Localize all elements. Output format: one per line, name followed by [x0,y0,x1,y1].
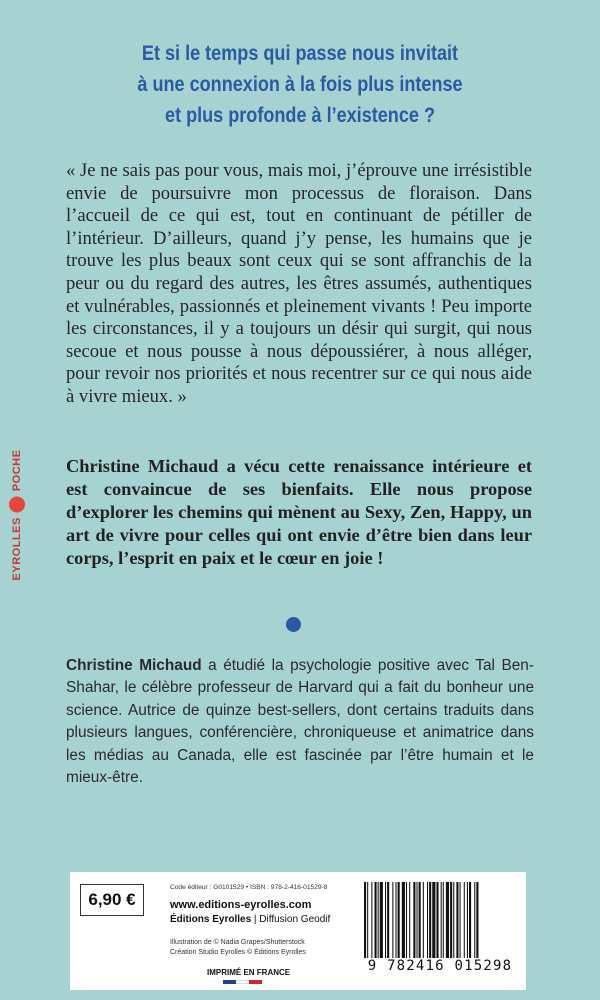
author-bio-text: a étudié la psychologie positive avec Tal Ben-Shahar, le célèbre professeur de Harvard qui a fait du bonheur une science. Autrice de quinze best-sellers, dont certains traduits dans plusieurs langues, conférencière, chroniqueuse et animatrice dans les médias au Canada, elle est fascinée par l’être humain et le mieux-être. [66,657,534,787]
isbn-barcode [360,882,520,982]
barcode-digits: 9 782416 015298 [367,958,513,974]
collection-right: POCHE [11,449,23,492]
headline [94,38,507,131]
headline-line-1: Et si le temps qui passe nous invitait [141,42,459,65]
price-tag: 6,90 € [80,884,144,916]
author-bio [66,655,534,789]
collection-circle-icon [9,496,25,512]
french-flag-icon [223,980,262,984]
headline-line-2: à une connexion à la fois plus intense [137,73,463,96]
publisher-name: Éditions Eyrolles [170,914,252,925]
credit-illustration: Illustration de © Nadia Grapes/Shutterstock [170,939,305,946]
collection-left: EYROLLES [11,517,23,581]
publisher-website: www.editions-eyrolles.com [170,899,312,911]
printed-in-france: IMPRIMÉ EN FRANCE [207,968,291,977]
summary-paragraph: Christine Michaud a vécu cette renaissance intérieure et est convaincue de ses bienfaits. Elle nous propose d’explorer les chemins qui mènent au Sexy, Zen, Happy, un art de vivre pour celles qui ont envie d’être bien dans leur corps, l’esprit en paix et le cœur en joie ! [66,456,532,568]
distributor: | Diffusion Geodif [251,914,331,925]
credits [170,938,306,958]
credit-design: Création Studio Eyrolles © Éditions Eyrolles [170,949,306,956]
publisher-codes: Code éditeur : G0101529 • ISBN : 978-2-416-01529-8 [170,884,328,891]
author-name: Christine Michaud [66,657,202,674]
publisher-line [170,914,330,925]
headline-line-3: et plus profonde à l’existence ? [165,104,435,127]
separator-dot [286,617,301,632]
barcode-icon [360,882,520,958]
back-cover-info-box [70,872,526,990]
quote-paragraph: « Je ne sais pas pour vous, mais moi, j’éprouve une irrésistible envie de poursuivre mon processus de floraison. Dans l’accueil de ce qui est, tout en continuant de pétiller de l’intérieur. D’ailleurs, quand j’y pense, les humains que je trouve les plus beaux sont ceux qui se sont affranchis de la peur ou du regard des autres, les êtres assumés, authentiques et vulnérables, passionnés et pleinement vivants ! Peu importe les circonstances, il y a toujours un désir qui surgit, qui nous secoue et nous pousse à nous dépoussiérer, à nous alléger, pour revoir nos priorités et nous recentrer sur ce qui nous aide à vivre mieux. » [66,160,532,407]
collection-label [8,430,26,600]
